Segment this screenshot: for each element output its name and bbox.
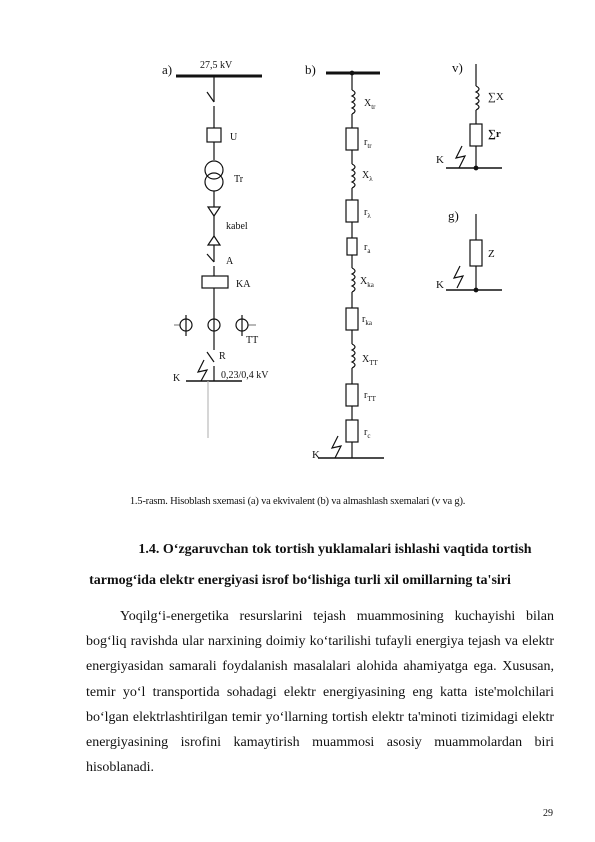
fault-arrow-v-icon	[456, 146, 465, 168]
current-transformer-symbols	[174, 315, 256, 336]
label-ka: KA	[236, 279, 251, 290]
resistor-r-ka	[346, 308, 358, 330]
panel-v-substitution-scheme	[436, 60, 504, 170]
resistor-sum-r	[470, 124, 482, 146]
panel-a-letter: a)	[162, 62, 173, 77]
inductor-x-tr	[352, 90, 355, 114]
inductor-sum-x	[476, 86, 479, 110]
label-x-lambda-sub: λ	[369, 175, 373, 183]
panel-g-substitution-scheme	[436, 208, 502, 292]
panel-g-letter: g)	[448, 208, 459, 223]
body-paragraph-container	[86, 604, 554, 780]
cable-end-bottom-icon	[208, 236, 220, 245]
label-x-ka-sub: ka	[367, 281, 374, 289]
label-k-v: K	[436, 154, 444, 166]
svg-text:ra	[364, 242, 371, 255]
voltage-unit-box	[207, 128, 221, 142]
label-x-tt-sub: TT	[369, 359, 378, 367]
label-r-ka-main: r	[362, 314, 366, 325]
label-u: U	[230, 132, 238, 143]
svg-text:Xka	[360, 276, 375, 289]
label-k-g: K	[436, 279, 444, 291]
label-sum-r: ∑r	[488, 128, 501, 140]
disconnector-switch	[207, 92, 214, 102]
figure-caption: 1.5-rasm. Hisoblash sxemasi (a) va ekvivalent (b) va almashlash sxemalari (v va g).	[129, 496, 466, 507]
label-r-lambda-sub: λ	[367, 212, 371, 220]
cable-end-top-icon	[208, 207, 220, 216]
label-kabel: kabel	[226, 221, 248, 232]
label-z: Z	[488, 248, 495, 260]
label-k-a: K	[173, 373, 181, 384]
svg-text:Xtr	[364, 98, 376, 111]
label-sum-x: ∑X	[488, 91, 504, 103]
label-x-ka-main: X	[360, 276, 368, 287]
label-k-b: K	[312, 449, 320, 461]
inductor-x-tt	[352, 344, 355, 368]
resistor-r-tt	[346, 384, 358, 406]
label-r-tr-main: r	[364, 137, 368, 148]
circuit-breaker-ka-box	[202, 276, 228, 288]
label-r-tt-sub: TT	[367, 395, 376, 403]
svg-text:rTT	[364, 390, 377, 403]
fault-arrow-b-icon	[332, 436, 341, 458]
svg-text:rka	[362, 314, 373, 327]
resistor-r-c	[346, 420, 358, 442]
label-r-c-sub: c	[367, 432, 371, 440]
panel-b-equivalent-scheme	[305, 62, 384, 461]
fault-arrow-g-icon	[454, 266, 463, 288]
label-r-lambda-main: r	[364, 207, 368, 218]
label-r-a-sub: a	[367, 247, 371, 255]
section-heading-line-2: tarmog‘ida elektr energiyasi isrof bo‘lishiga turli xil omillarning ta'siri	[89, 573, 511, 588]
label-r-tt-main: r	[364, 390, 368, 401]
inductor-x-lambda	[352, 164, 355, 188]
voltage-bottom-label: 0,23/0,4 kV	[221, 370, 269, 381]
label-x-lambda-main: X	[362, 170, 370, 181]
switch-r	[207, 352, 214, 362]
panel-v-letter: v)	[452, 60, 463, 75]
resistor-r-a	[347, 238, 357, 255]
label-r-a-main: r	[364, 242, 368, 253]
panel-a-calculation-scheme	[162, 60, 269, 438]
switch-a	[207, 254, 214, 262]
resistor-r-lambda	[346, 200, 358, 222]
label-r-tr-sub: tr	[367, 142, 372, 150]
section-heading-line-1: 1.4. O‘zgaruvchan tok tortish yuklamalari ishlashi vaqtida tortish	[138, 542, 532, 557]
page-number: 29	[543, 808, 553, 819]
label-tt: TT	[246, 335, 259, 346]
svg-text:XTT	[362, 354, 379, 367]
label-tr: Tr	[234, 174, 244, 185]
svg-text:rtr	[364, 137, 372, 150]
body-paragraph: Yoqilg‘i-energetika resurslarini tejash muammosining kuchayishi bilan bog‘liq ravishda ular narxining doimiy ko‘tarilishi tufayli energiya tejash va elektr energiyasidan samarali foydalanish masalalari alohida ahamiyatga ega. Xususan, temir yo‘l transportida sohadagi elektr energiyasining eng katta iste'molchilari bo‘lgan elektrlashtirilgan temir yo‘llarning tortish elektr ta'minoti tizimidagi elektr energiyasining isrofini kamaytirish muammosi asosiy muammolardan biri hisoblanadi.	[86, 609, 554, 776]
label-a: A	[226, 256, 234, 267]
voltage-top-label: 27,5 kV	[200, 60, 233, 71]
label-x-tr-main: X	[364, 98, 372, 109]
label-r-c-main: r	[364, 427, 368, 438]
svg-text:Xλ	[362, 170, 373, 183]
label-r: R	[219, 351, 226, 362]
fault-arrow-a-icon	[198, 360, 207, 381]
impedance-z	[470, 240, 482, 266]
panel-b-letter: b)	[305, 62, 316, 77]
label-x-tr-sub: tr	[371, 103, 376, 111]
svg-text:rc	[364, 427, 370, 440]
inductor-x-ka	[352, 268, 355, 292]
label-r-ka-sub: ka	[365, 319, 372, 327]
label-x-tt-main: X	[362, 354, 370, 365]
resistor-r-tr	[346, 128, 358, 150]
transformer-symbol	[205, 161, 223, 191]
svg-text:rλ	[364, 207, 371, 220]
